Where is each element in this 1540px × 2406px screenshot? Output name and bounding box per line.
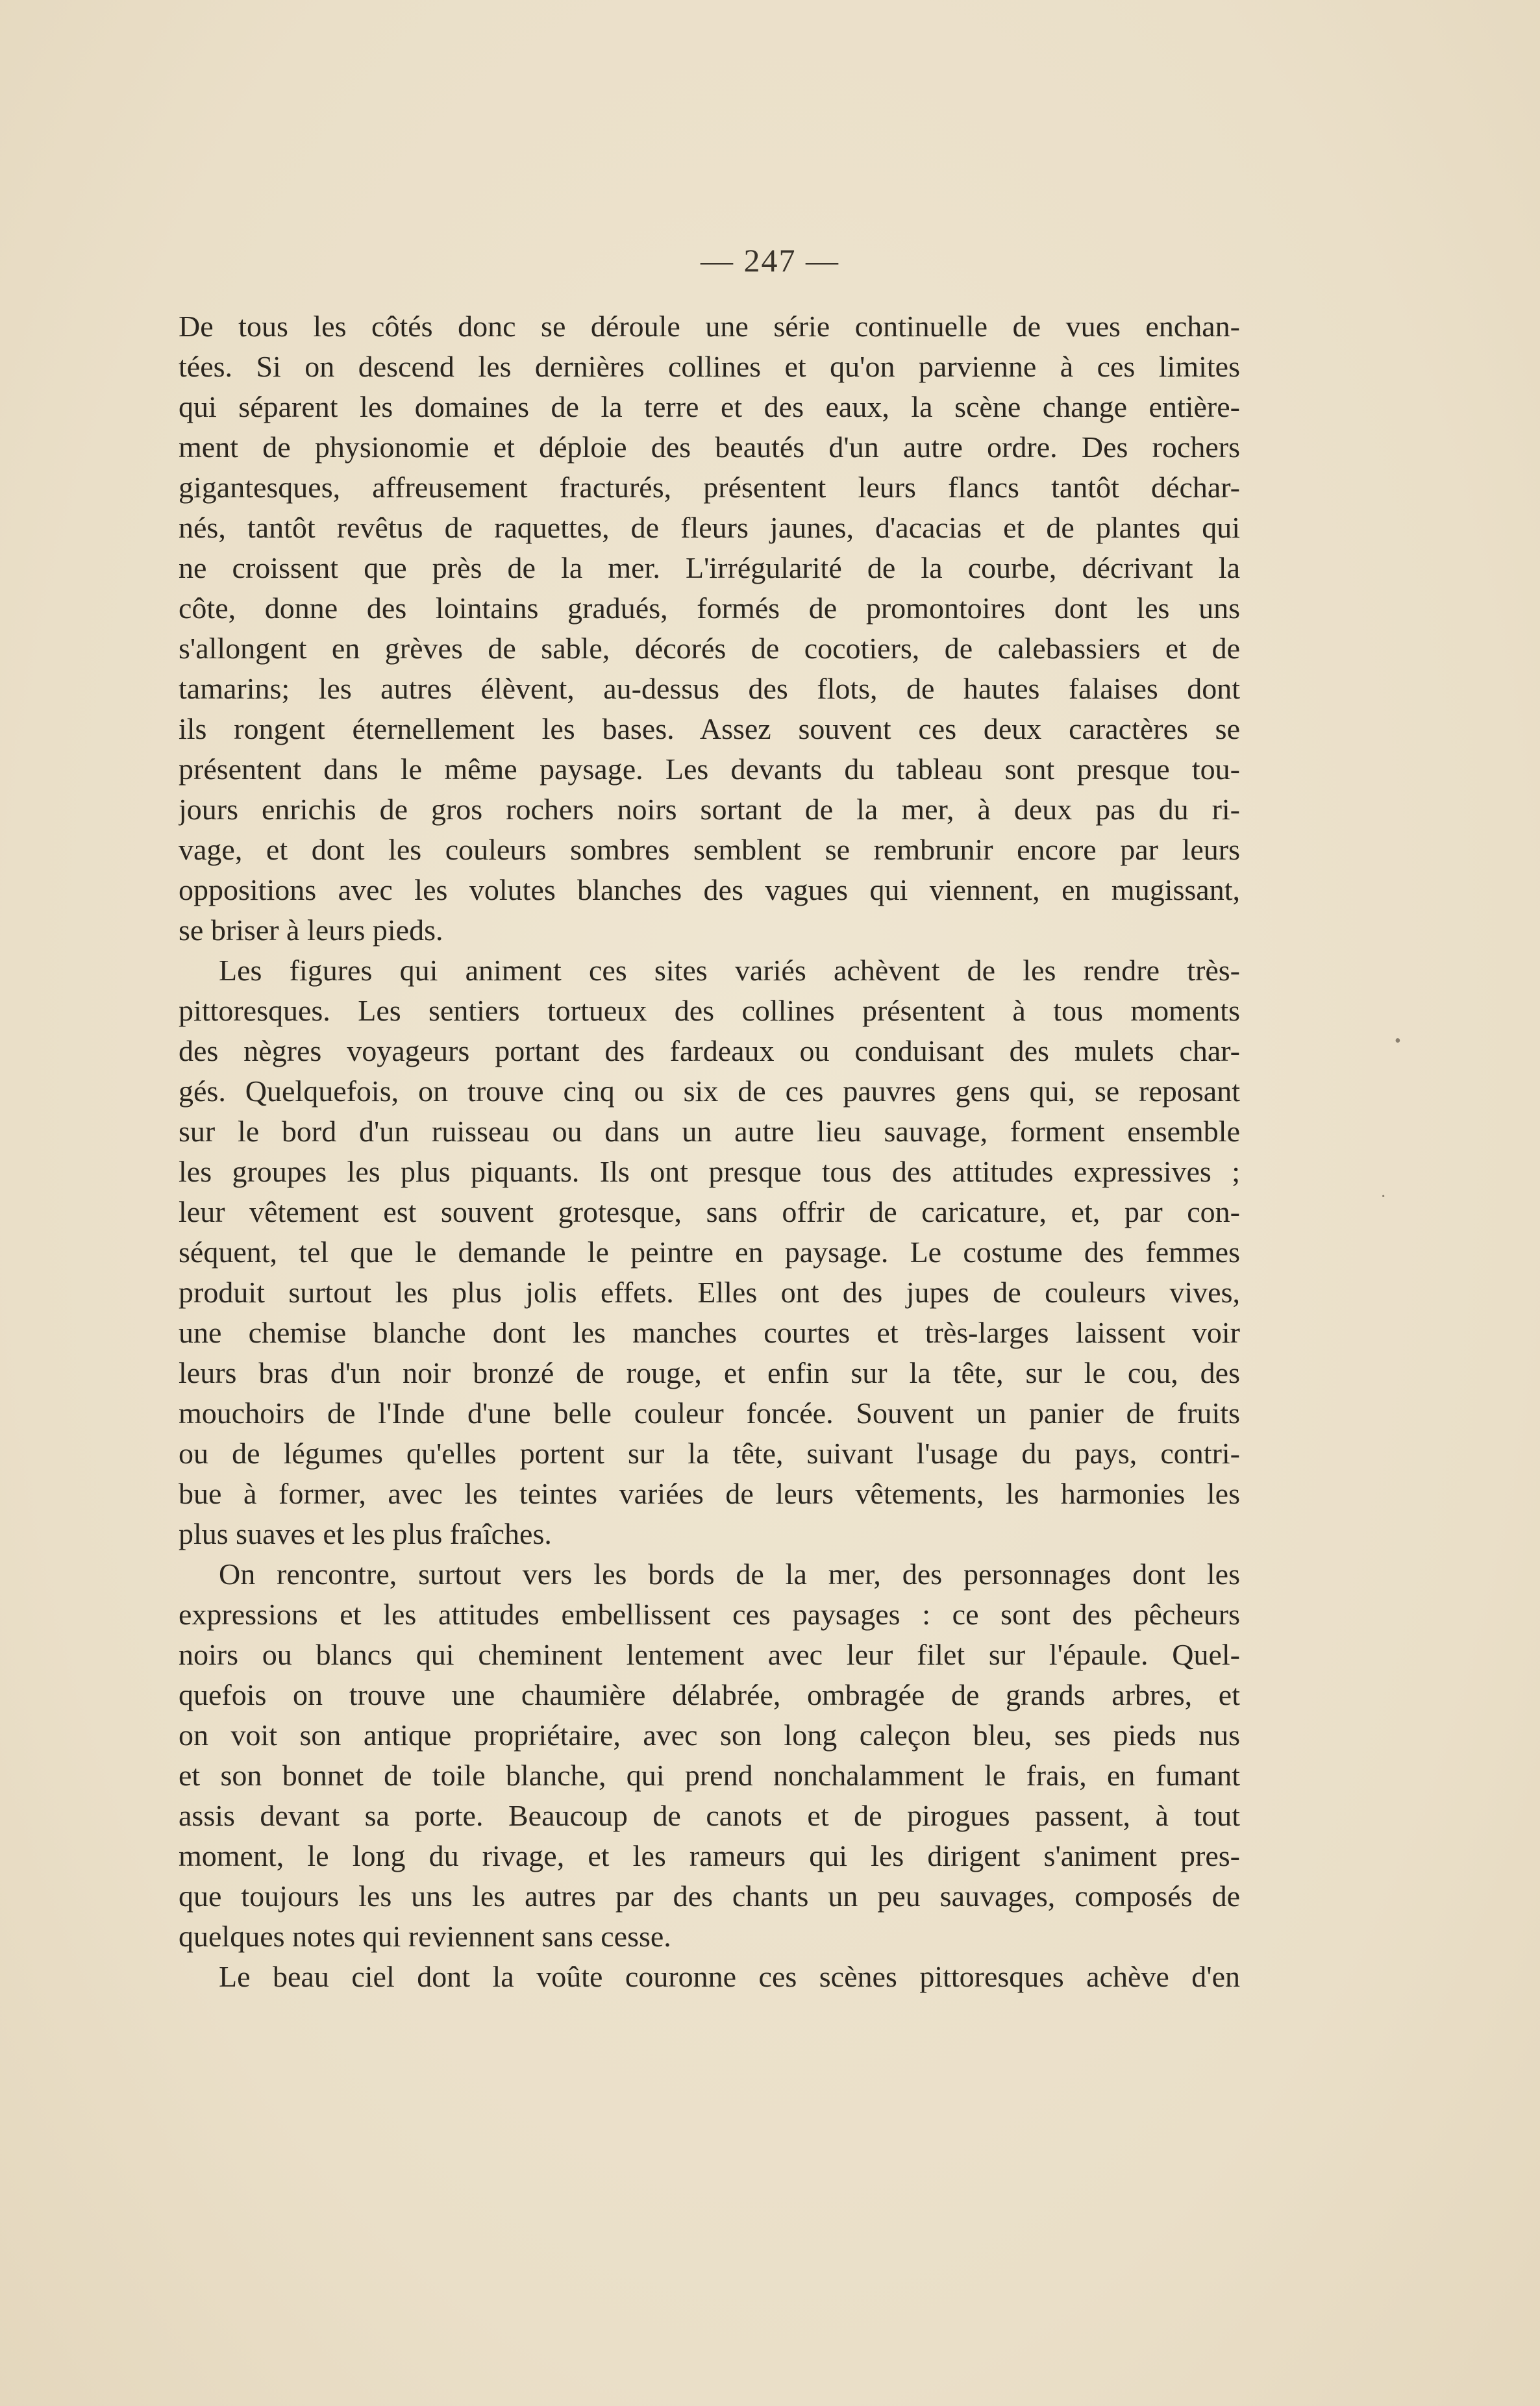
text-line: on voit son antique propriétaire, avec son long caleçon bleu, ses pieds nus — [179, 1718, 1240, 1752]
text-line: ou de légumes qu'elles portent sur la tête, suivant l'usage du pays, contri- — [179, 1437, 1240, 1470]
text-line: assis devant sa porte. Beaucoup de canots et de pirogues passent, à tout — [179, 1799, 1240, 1832]
margin-speck: · — [1380, 1187, 1387, 1207]
text-line: une chemise blanche dont les manches courtes et très-larges laissent voir — [179, 1316, 1240, 1349]
text-line: tées. Si on descend les dernières collines et qu'on parvienne à ces limites — [179, 350, 1240, 383]
paragraph-4 — [179, 1957, 1240, 1997]
text-line: produit surtout les plus jolis effets. Elles ont des jupes de couleurs vives, — [179, 1276, 1240, 1309]
text-line: leurs bras d'un noir bronzé de rouge, et enfin sur la tête, sur le cou, des — [179, 1356, 1240, 1389]
text-line: s'allongent en grèves de sable, décorés de cocotiers, de calebassiers et de — [179, 632, 1240, 665]
text-line: côte, donne des lointains gradués, formés de promontoires dont les uns — [179, 591, 1240, 625]
text-line: quelques notes qui reviennent sans cesse. — [179, 1920, 671, 1953]
text-line: Les figures qui animent ces sites variés achèvent de les rendre très- — [219, 954, 1240, 987]
text-line: ne croissent que près de la mer. L'irrégularité de la courbe, décrivant la — [179, 551, 1240, 584]
text-line: sur le bord d'un ruisseau ou dans un autre lieu sauvage, forment ensemble — [179, 1115, 1240, 1148]
text-line: séquent, tel que le demande le peintre en paysage. Le costume des femmes — [179, 1235, 1240, 1269]
text-line: vage, et dont les couleurs sombres semblent se rembrunir encore par leurs — [179, 833, 1240, 866]
text-line: bue à former, avec les teintes variées de leurs vêtements, les harmonies les — [179, 1477, 1240, 1510]
text-line: plus suaves et les plus fraîches. — [179, 1517, 552, 1550]
text-line: moment, le long du rivage, et les rameurs qui les dirigent s'animent pres- — [179, 1839, 1240, 1872]
text-line: présentent dans le même paysage. Les devants du tableau sont presque tou- — [179, 752, 1240, 786]
text-line: Le beau ciel dont la voûte couronne ces scènes pittoresques achève d'en — [219, 1960, 1240, 1993]
text-line: On rencontre, surtout vers les bords de la mer, des personnages dont les — [219, 1557, 1240, 1591]
text-line: nés, tantôt revêtus de raquettes, de fleurs jaunes, d'acacias et de plantes qui — [179, 511, 1240, 544]
text-line: ils rongent éternellement les bases. Assez souvent ces deux caractères se — [179, 712, 1240, 745]
text-line: pittoresques. Les sentiers tortueux des collines présentent à tous moments — [179, 994, 1240, 1027]
paragraph-2 — [179, 950, 1240, 1554]
text-line: jours enrichis de gros rochers noirs sortant de la mer, à deux pas du ri- — [179, 793, 1240, 826]
text-line: des nègres voyageurs portant des fardeaux ou conduisant des mulets char- — [179, 1034, 1240, 1067]
margin-speck: • — [1395, 1031, 1401, 1051]
paragraph-3 — [179, 1554, 1240, 1957]
text-line: De tous les côtés donc se déroule une série continuelle de vues enchan- — [179, 310, 1240, 343]
text-line: ment de physionomie et déploie des beautés d'un autre ordre. Des rochers — [179, 430, 1240, 464]
text-line: se briser à leurs pieds. — [179, 913, 443, 947]
text-line: les groupes les plus piquants. Ils ont presque tous des attitudes expressives ; — [179, 1155, 1240, 1188]
text-line: leur vêtement est souvent grotesque, sans offrir de caricature, et, par con- — [179, 1195, 1240, 1228]
text-line: et son bonnet de toile blanche, qui prend nonchalamment le frais, en fumant — [179, 1759, 1240, 1792]
text-line: oppositions avec les volutes blanches des vagues qui viennent, en mugissant, — [179, 873, 1240, 906]
text-line: gigantesques, affreusement fracturés, présentent leurs flancs tantôt déchar- — [179, 471, 1240, 504]
text-line: que toujours les uns les autres par des chants un peu sauvages, composés de — [179, 1879, 1240, 1913]
page-number: — 247 — — [701, 242, 839, 279]
text-line: noirs ou blancs qui cheminent lentement avec leur filet sur l'épaule. Quel- — [179, 1638, 1240, 1671]
text-line: expressions et les attitudes embellissent ces paysages : ce sont des pêcheurs — [179, 1598, 1240, 1631]
text-line: gés. Quelquefois, on trouve cinq ou six de ces pauvres gens qui, se reposant — [179, 1074, 1240, 1108]
text-line: quefois on trouve une chaumière délabrée, ombragée de grands arbres, et — [179, 1678, 1240, 1711]
body-text — [179, 306, 1240, 1997]
paragraph-1 — [179, 306, 1240, 950]
text-line: mouchoirs de l'Inde d'une belle couleur foncée. Souvent un panier de fruits — [179, 1396, 1240, 1430]
text-line: tamarins; les autres élèvent, au-dessus des flots, de hautes falaises dont — [179, 672, 1240, 705]
text-line: qui séparent les domaines de la terre et des eaux, la scène change entière- — [179, 390, 1240, 423]
